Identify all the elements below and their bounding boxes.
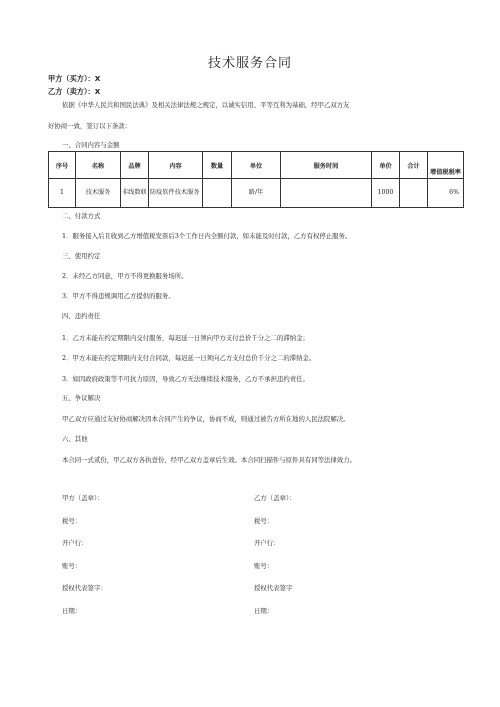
party-b-account: 账号：	[254, 562, 274, 570]
party-b-tax-id: 税号：	[254, 517, 274, 525]
table-cell: 1	[49, 179, 76, 208]
party-a-representative: 授权代表签字：	[62, 584, 107, 592]
table-cell: 6%	[428, 179, 464, 208]
section-3-heading: 三、使用约定	[62, 252, 101, 260]
party-a-account: 账号：	[62, 562, 82, 570]
party-b-label: 乙方（卖方）：X	[48, 87, 101, 96]
table-header-row	[49, 152, 464, 179]
party-a-tax-id: 税号：	[62, 517, 82, 525]
clause-4-2: 2．甲方未能在约定期限内支付合同款，每迟延一日须向乙方支付总价千分之二的滞纳金。	[62, 354, 316, 362]
intro-line-2: 好协商一致，签订以下条款：	[48, 122, 132, 130]
section-1-heading: 一、合同内容与金额	[62, 141, 120, 149]
table-header: 单价	[372, 152, 400, 179]
service-table	[48, 151, 464, 208]
table-header: 合计	[400, 152, 428, 179]
party-b-bank: 开户行：	[254, 539, 280, 547]
table-cell: 1000	[372, 179, 400, 208]
section-4-heading: 四、违约责任	[62, 312, 101, 320]
table-cell	[203, 179, 232, 208]
clause-2-1: 1．服务接入后且收到乙方增值税发票后3个工作日内全额付款，如未能及时付款，乙方有权停止服务。	[62, 232, 352, 240]
section-6-heading: 六、其他	[62, 435, 88, 443]
clause-4-3: 3．如因政府政策等不可抗力原因，导致乙方无法继续技术服务，乙方不承担违约责任。	[62, 375, 309, 383]
clause-3-2: 2．未经乙方同意，甲方不得更换服务场所。	[62, 272, 188, 280]
section-2-heading: 二、付款方式	[62, 212, 101, 220]
intro-line-1: 依据《中华人民共和国民法典》及相关法律法规之规定，以诚实信用、平等互利为基础，经甲乙双方友	[62, 101, 350, 109]
table-header: 增值税税率	[428, 152, 464, 179]
table-header: 品牌	[121, 152, 149, 179]
document-title: 技术服务合同	[207, 56, 292, 71]
table-header: 内容	[149, 152, 203, 179]
table-header: 名称	[76, 152, 121, 179]
clause-3-3: 3．甲方不得违规调用乙方提供的服务。	[62, 292, 175, 300]
table-cell: 路/年	[232, 179, 281, 208]
table-cell: 非线数联	[121, 179, 149, 208]
table-cell: 防疫软件技术服务	[149, 179, 203, 208]
section-5-heading: 五、争议解决	[62, 394, 101, 402]
table-header: 序号	[49, 152, 76, 179]
table-cell: 技术服务	[76, 179, 121, 208]
table-cell	[400, 179, 428, 208]
table-row	[49, 179, 464, 208]
party-b-representative: 授权代表签字	[254, 584, 293, 592]
clause-4-1: 1．乙方未能在约定期限内交付服务，每迟延一日须向甲方支付总价千分之二的滞纳金；	[62, 334, 309, 342]
table-header: 单位	[232, 152, 281, 179]
clause-6-text: 本合同一式贰份，甲乙双方各执壹份，经甲乙双方盖章后生效。本合同扫描件与原件具有同等法律效力。	[62, 456, 356, 464]
table-header: 数量	[203, 152, 232, 179]
table-header: 服务时间	[281, 152, 372, 179]
clause-5-text: 甲乙双方应通过友好协商解决因本合同产生的争议，协商不成，则通过被告方所在地的人民法院解决。	[62, 415, 350, 423]
party-b-seal: 乙方（盖章）：	[254, 494, 296, 502]
table-cell	[281, 179, 372, 208]
party-a-date: 日期：	[62, 607, 82, 615]
party-a-label: 甲方（买方）：X	[48, 74, 101, 83]
party-a-bank: 开户行：	[62, 539, 88, 547]
party-b-date: 日期：	[254, 607, 274, 615]
party-a-seal: 甲方（盖章）：	[62, 494, 104, 502]
